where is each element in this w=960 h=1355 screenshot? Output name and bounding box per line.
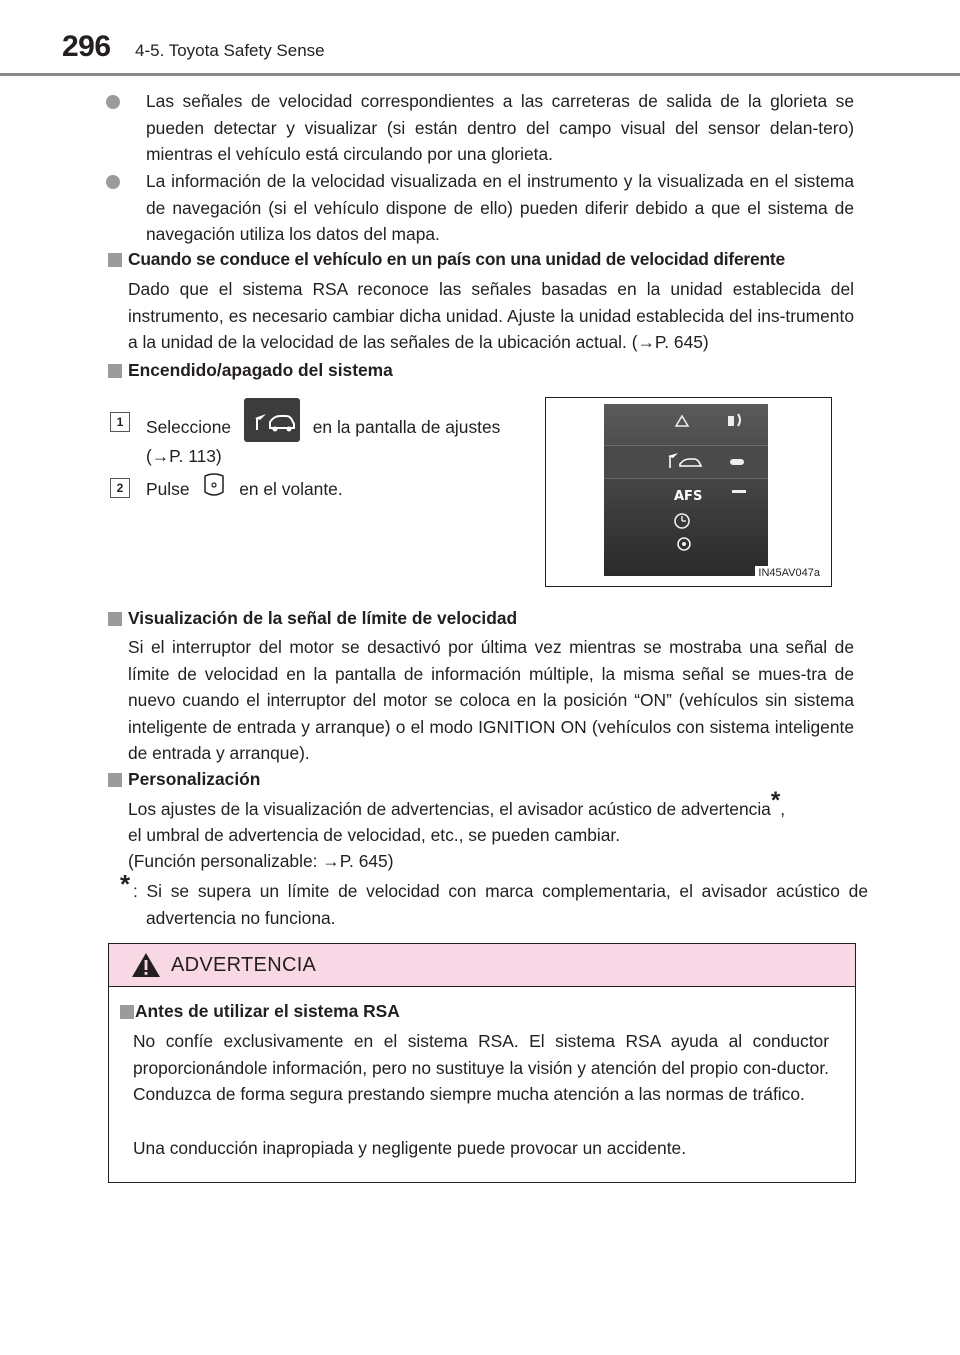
warning-heading: Antes de utilizar el sistema RSA [135,1001,400,1021]
bullet-paragraph: Las señales de velocidad correspondientes a las carreteras de salida de la glorieta se pueden detectar y visualizar (si están dentro del campo visual del sensor delan-tero) mientras el vehículo está circulando por una glorieta. [146,91,854,164]
step-text-part: en la pantalla de ajustes [312,417,501,438]
step-text-part: en el volante. [239,479,343,500]
footnote-text: : Si se supera un límite de velocidad con marca complementaria, el avisador acústico de advertencia no funciona. [133,881,868,928]
section-body: Si el interruptor del motor se desactivó por última vez mientras se mostraba una señal de límite de velocidad en la pantalla de información múltiple, la misma señal se mues-tra de nuevo cuando el interruptor del motor se coloca en la posición “ON” (vehículos sin sistema inteligente de entrada y arranque) o el modo IGNITION ON (vehículos con sistema inteligente de entrada y arranque). [128,637,854,763]
warning-triangle-icon [131,952,161,983]
section-heading: Encendido/apagado del sistema [128,360,393,380]
step-text-part: Seleccione [146,417,232,438]
section-heading: Visualización de la señal de límite de velocidad [128,608,518,628]
illustration-frame [545,397,832,587]
section-body: Dado que el sistema RSA reconoce las señales basadas en la unidad establecida del instrumento, es necesario cambiar dicha unidad. Ajuste la unidad establecida del ins-trumento a la unidad de la velocidad de las señales de la ubicación actual. (→P. 645) [128,279,854,352]
custom-line-2: el umbral de advertencia de velocidad, etc., se pueden cambiar. [128,825,621,845]
instrument-display-image [604,404,768,576]
warning-body: Una conducción inapropiada y negligente puede provocar un accidente. [133,1138,687,1158]
section-title: 4-5. Toyota Safety Sense [135,41,325,60]
step-number: 1 [110,412,130,432]
custom-line-3: (Función personalizable: →P. 645) [128,851,394,871]
step-2-text [146,478,343,503]
custom-text: Los ajustes de la visualización de advertencias, el avisador acústico de advertencia [128,799,771,819]
header-divider [0,73,960,76]
square-bullet-icon [108,773,122,787]
step-text-part: Pulse [146,479,190,500]
square-bullet-icon [108,612,122,626]
section-heading: Cuando se conduce el vehículo en un país con una unidad de velocidad diferente [128,249,785,269]
bullet-dot-icon [106,175,120,189]
warning-header [109,944,855,987]
bullet-dot-icon [106,95,120,109]
steering-switch-icon [202,472,226,503]
warning-title: ADVERTENCIA [171,954,317,976]
footnote-asterisk: * [120,869,131,899]
warning-body: No confíe exclusivamente en el sistema RSA. El sistema RSA ayuda al conductor proporcionándole información, pero no sustituye la visión y atención del propio con-ductor. Conduzca de forma segura prestando siempre mucha atención a las normas de tráfico. [133,1031,829,1104]
square-bullet-icon [108,253,122,267]
square-bullet-icon [120,1005,134,1019]
custom-comma: , [780,799,786,819]
square-bullet-icon [108,364,122,378]
afs-label: AFS [674,489,703,504]
step-1-text [146,410,500,447]
bullet-paragraph: La información de la velocidad visualizada en el instrumento y la visualizada en el sistema de navegación (si el vehículo dispone de ello) pueden diferir debido a que el sistema de navegación utiliza los datos del mapa. [146,171,854,244]
section-heading: Personalización [128,769,261,789]
speed-sign-icon [244,398,300,447]
step-1-reference: (→P. 113) [146,446,222,466]
figure-code: IN45AV047a [755,566,823,580]
page-number: 296 [62,30,111,63]
asterisk-mark: * [770,787,781,814]
warning-box [108,943,856,1183]
custom-line-1 [128,787,786,823]
step-number: 2 [110,478,130,498]
